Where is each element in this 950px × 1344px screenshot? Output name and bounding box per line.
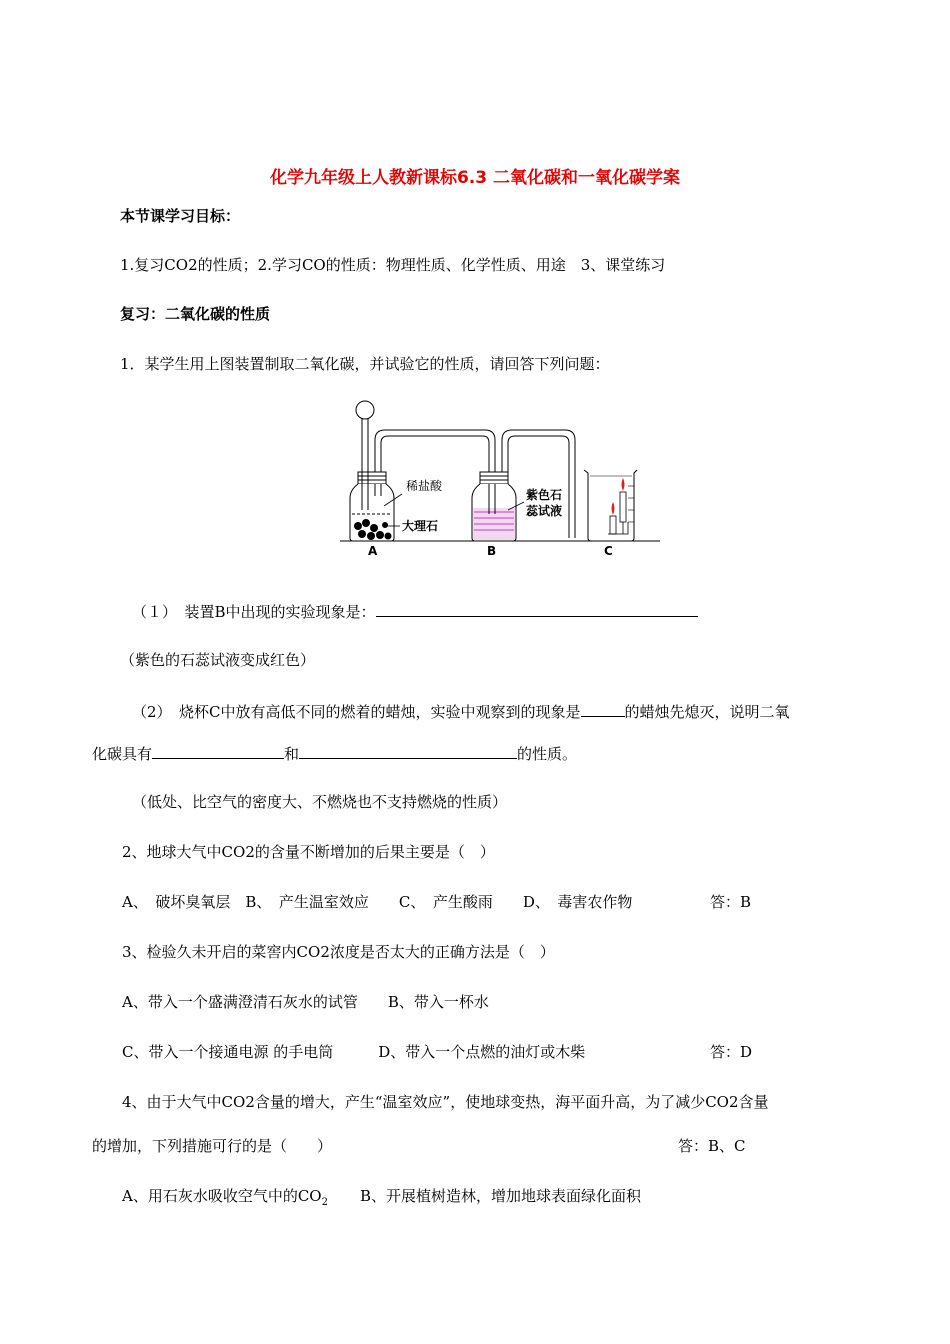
question-2-answer: 答：B xyxy=(710,893,752,911)
question-1-2-line1 xyxy=(132,700,790,722)
beaker-c xyxy=(584,470,637,541)
q1-2-part1: （2） 烧杯C中放有高低不同的燃着的蜡烛，实验中观察到的现象是 xyxy=(132,703,581,721)
co2-apparatus-diagram xyxy=(340,398,660,570)
q1-2-part2: 的蜡烛先熄灭，说明二氧 xyxy=(624,703,790,721)
q4-option-b: B、开展植树造林，增加地球表面绿化面积 xyxy=(359,1187,642,1205)
answer-blank-4[interactable] xyxy=(299,742,517,759)
answer-blank-3[interactable] xyxy=(152,742,284,759)
question-1-text: 1．某学生用上图装置制取二氧化碳，并试验它的性质，请回答下列问题： xyxy=(120,355,610,373)
q1-2-part4: 和 xyxy=(284,745,300,763)
label-litmus-2: 蕊试液 xyxy=(526,504,563,518)
delivery-tube-bc-inner xyxy=(508,436,569,538)
question-4-options xyxy=(122,1186,641,1213)
tall-candle xyxy=(620,492,626,522)
question-4-answer: 答：B、C xyxy=(678,1137,746,1155)
question-1-2-line2 xyxy=(92,742,577,764)
page-title: 化学九年级上人教新课标6.3 二氧化碳和一氧化碳学案 xyxy=(269,168,681,188)
label-b: B xyxy=(487,544,497,558)
question-1-1-answer: （紫色的石蕊试液变成红色） xyxy=(120,651,316,669)
question-2-options: A、 破坏臭氧层 B、 产生温室效应 C、 产生酸雨 D、 毒害农作物 xyxy=(122,893,633,911)
label-a: A xyxy=(368,544,378,558)
objectives-text: 1.复习CO2的性质；2.学习CO的性质：物理性质、化学性质、用途 3、课堂练习 xyxy=(120,256,666,274)
question-3-options-ab: A、带入一个盛满澄清石灰水的试管 B、带入一杯水 xyxy=(122,993,489,1011)
q4-option-a: A、用石灰水吸收空气中的CO xyxy=(122,1187,322,1205)
label-litmus-1: 紫色石 xyxy=(526,488,563,502)
q4-option-a-subscript: 2 xyxy=(321,1197,328,1208)
short-candle xyxy=(610,516,616,534)
label-acid: 稀盐酸 xyxy=(406,479,443,493)
question-4-line2: 的增加，下列措施可行的是（ ） xyxy=(92,1137,333,1155)
bottle-b xyxy=(472,472,516,541)
question-3-options-cd: C、带入一个接通电源 的手电筒 D、带入一个点燃的油灯或木柴 xyxy=(122,1043,586,1061)
q1-2-part5: 的性质。 xyxy=(517,745,578,763)
question-1-2-answer: （低处、比空气的密度大、不燃烧也不支持燃烧的性质） xyxy=(132,793,508,811)
review-heading: 复习：二氧化碳的性质 xyxy=(120,305,271,323)
question-1-1-prefix: （１） 装置B中出现的实验现象是： xyxy=(132,603,376,621)
question-3-answer: 答：D xyxy=(710,1043,753,1061)
label-marble: 大理石 xyxy=(402,519,439,533)
funnel-bulb xyxy=(356,401,374,419)
answer-blank-2[interactable] xyxy=(581,700,625,717)
question-2-text: 2、地球大气中CO2的含量不断增加的后果主要是（ ） xyxy=(122,843,495,861)
answer-blank-1[interactable] xyxy=(376,600,698,617)
objectives-heading: 本节课学习目标： xyxy=(120,207,241,225)
label-c: C xyxy=(604,544,613,558)
q1-2-part3: 化碳具有 xyxy=(92,745,153,763)
question-4-line1: 4、由于大气中CO2含量的增大，产生“温室效应”，使地球变热，海平面升高，为了减少CO2含量 xyxy=(122,1093,769,1111)
question-3-text: 3、检验久未开启的菜窖内CO2浓度是否太大的正确方法是（ ） xyxy=(122,943,555,961)
question-1-1 xyxy=(132,600,698,622)
